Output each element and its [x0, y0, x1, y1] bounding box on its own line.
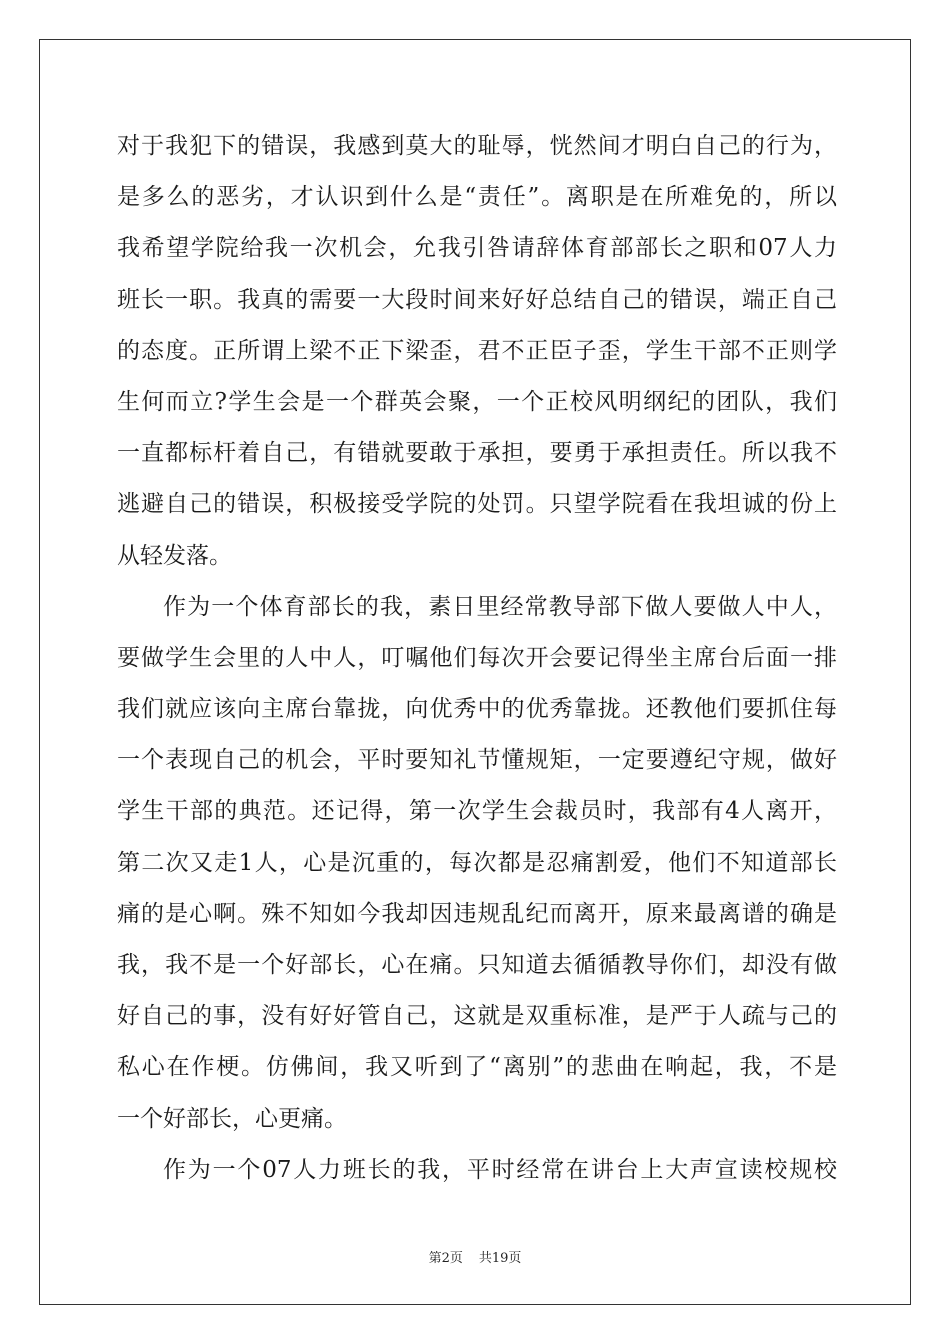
text-line: 要做学生会里的人中人，叮嘱他们每次开会要记得坐主席台后面一排	[117, 644, 837, 671]
text-line: 我，我不是一个好部长，心在痛。只知道去循循教导你们，却没有做	[117, 952, 837, 978]
text-line: 作为一个07人力班长的我，平时经常在讲台上大声宣读校规校	[163, 1156, 837, 1183]
text-line: 班长一职。我真的需要一大段时间来好好总结自己的错误，端正自己	[117, 286, 837, 313]
text-line: 学生干部的典范。还记得，第一次学生会裁员时，我部有4人离开，	[117, 798, 837, 825]
text-line: 我们就应该向主席台靠拢，向优秀中的优秀靠拢。还教他们要抓住每	[117, 696, 837, 723]
page-number: 第2页	[428, 1251, 463, 1266]
text-line: 一个表现自己的机会，平时要知礼节懂规矩，一定要遵纪守规，做好	[117, 747, 837, 774]
text-line: 的态度。正所谓上梁不正下梁歪，君不正臣子歪，学生干部不正则学	[117, 337, 837, 364]
text-line: 一个好部长，心更痛。	[117, 1105, 347, 1132]
text-line: 私心在作梗。仿佛间，我又听到了“离别”的悲曲在响起，我，不是	[117, 1054, 837, 1081]
text-line: 好自己的事，没有好好管自己，这就是双重标准，是严于人疏与己的	[117, 1003, 837, 1030]
text-line: 第二次又走1人，心是沉重的，每次都是忍痛割爱，他们不知道部长	[117, 849, 837, 876]
text-line: 对于我犯下的错误，我感到莫大的耻辱，恍然间才明白自己的行为，	[117, 133, 837, 159]
text-line: 生何而立?学生会是一个群英会聚，一个正校风明纲纪的团队，我们	[117, 388, 837, 415]
text-line: 是多么的恶劣，才认识到什么是“责任”。离职是在所难免的，所以	[117, 184, 837, 211]
page-total: 共19页	[478, 1251, 522, 1266]
text-line: 作为一个体育部长的我，素日里经常教导部下做人要做人中人，	[163, 593, 837, 620]
text-line: 逃避自己的错误，积极接受学院的处罚。只望学院看在我坦诚的份上	[117, 491, 837, 518]
page-footer	[0, 1247, 950, 1266]
text-line: 一直都标杆着自己，有错就要敢于承担，要勇于承担责任。所以我不	[117, 440, 837, 467]
text-line: 痛的是心啊。殊不知如今我却因违规乱纪而离开，原来最离谱的确是	[117, 900, 837, 927]
text-line: 我希望学院给我一次机会，允我引咎请辞体育部部长之职和07人力	[117, 235, 837, 262]
document-body	[117, 121, 837, 1196]
text-line: 从轻发落。	[117, 542, 232, 569]
